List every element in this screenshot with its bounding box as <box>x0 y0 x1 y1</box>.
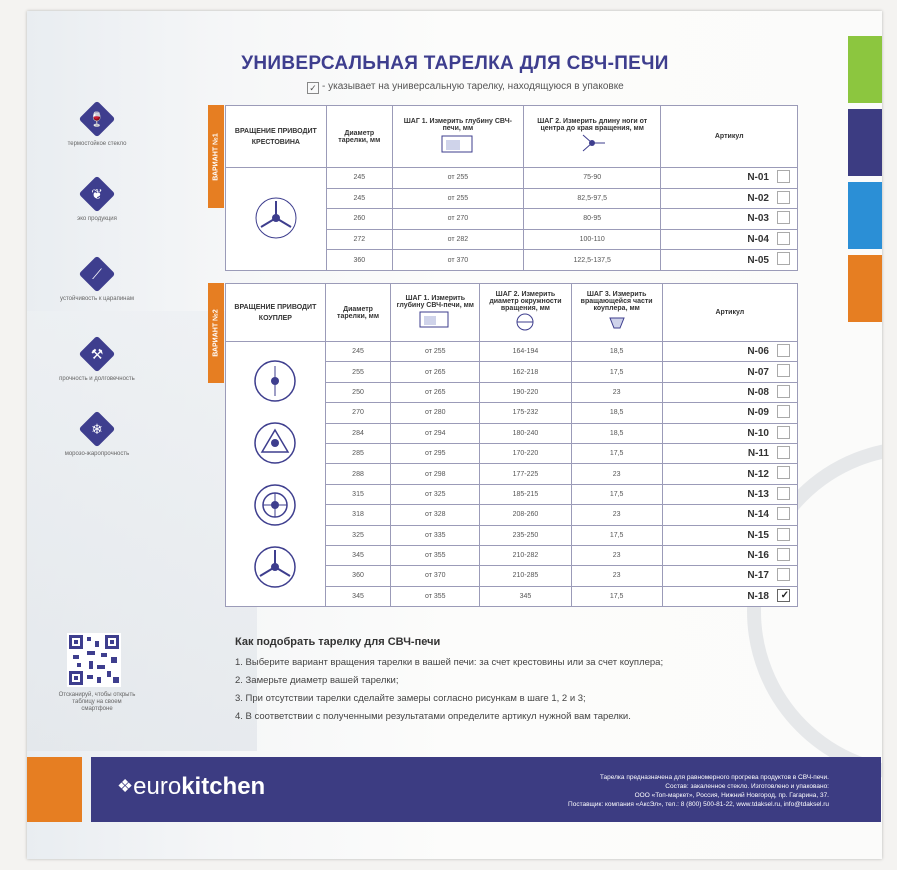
coupler-plate-icon <box>250 542 300 592</box>
blue-tab <box>848 182 882 249</box>
package-panel <box>27 11 882 859</box>
cell-step1: от 265 <box>391 382 480 402</box>
crosspiece-icon <box>251 193 301 243</box>
cell-step3: 23 <box>571 382 662 402</box>
rotation-circle-icon <box>510 312 540 332</box>
how-to-title: Как подобрать тарелку для СВЧ-печи <box>235 636 441 648</box>
cell-step3: 17,5 <box>571 586 662 606</box>
variant2-col-article: Артикул <box>662 284 797 342</box>
feature-label: термостойкое стекло <box>67 141 127 147</box>
article-code: N-06 <box>747 346 769 358</box>
cell-step3: 17,5 <box>571 525 662 545</box>
cell-step2: 164-194 <box>480 342 571 362</box>
hammer-icon: ⚒ <box>79 336 116 373</box>
how-to-step: 2. Замерьте диаметр вашей тарелки; <box>235 675 399 686</box>
brand-logo <box>117 773 265 801</box>
variant1-col-diameter: Диаметр тарелки, мм <box>326 106 392 168</box>
cell-article <box>662 505 797 525</box>
article-code: N-03 <box>747 213 769 225</box>
feature-item <box>57 416 137 458</box>
cell-step3: 23 <box>571 505 662 525</box>
how-to-step: 3. При отсутствии тарелки сделайте замеры согласно рисункам в шаге 1, 2 и 3; <box>235 693 586 704</box>
info-line: Тарелка предназначена для равномерного прогрева продуктов в СВЧ-печи. <box>599 774 829 781</box>
qr-code-icon <box>67 633 121 687</box>
cell-step1: от 328 <box>391 505 480 525</box>
page-title: УНИВЕРСАЛЬНАЯ ТАРЕЛКА ДЛЯ СВЧ-ПЕЧИ <box>241 53 669 74</box>
cell-article <box>662 525 797 545</box>
article-code: N-16 <box>747 550 769 562</box>
variant1-col-article: Артикул <box>661 106 798 168</box>
cell-diameter: 345 <box>325 545 390 565</box>
plate-illustration <box>226 168 327 271</box>
cell-diameter: 284 <box>325 423 390 443</box>
variant2-tab: ВАРИАНТ №2 <box>208 283 224 383</box>
article-code: N-05 <box>747 254 769 266</box>
cell-article <box>661 168 798 189</box>
cell-step1: от 265 <box>391 362 480 382</box>
article-code: N-11 <box>747 448 769 460</box>
purple-tab <box>848 109 882 176</box>
cell-article <box>661 188 798 209</box>
variant2-col-step2: ШАГ 2. Измерить диаметр окружности вращения, мм <box>480 284 571 342</box>
cell-step1: от 295 <box>391 443 480 463</box>
article-checkbox[interactable] <box>777 487 790 500</box>
feature-item <box>57 341 137 383</box>
cell-step3: 18,5 <box>571 342 662 362</box>
article-checkbox[interactable] <box>777 405 790 418</box>
cell-step1: от 370 <box>391 566 480 586</box>
oven-depth-icon <box>418 309 452 329</box>
variant2-title: ВРАЩЕНИЕ ПРИВОДИТ КОУПЛЕР <box>226 284 326 342</box>
cell-step3: 17,5 <box>571 484 662 504</box>
orange-corner-block <box>27 757 82 822</box>
article-code: N-15 <box>747 529 769 541</box>
cell-step2: 80-95 <box>523 209 661 230</box>
cell-article <box>661 250 798 271</box>
cell-step1: от 298 <box>391 464 480 484</box>
article-checkbox[interactable] <box>777 446 790 459</box>
feature-label: прочность и долговечность <box>59 376 135 382</box>
plate-illustration <box>226 342 326 607</box>
article-checkbox[interactable] <box>777 232 790 245</box>
cell-diameter: 245 <box>326 168 392 189</box>
cell-step1: от 355 <box>391 545 480 565</box>
cell-step2: 180-240 <box>480 423 571 443</box>
variant1-col-step2: ШАГ 2. Измерить длину ноги от центра до края вращения, мм <box>523 106 661 168</box>
cell-step3: 17,5 <box>571 362 662 382</box>
cell-step3: 23 <box>571 566 662 586</box>
variant2-table <box>225 283 798 607</box>
cell-step2: 162-218 <box>480 362 571 382</box>
cell-article <box>662 403 797 423</box>
feature-label: эко продукция <box>77 216 117 222</box>
article-code: N-07 <box>747 366 769 378</box>
article-code: N-14 <box>747 509 769 521</box>
feature-item <box>57 181 137 223</box>
coupler-plate-icon <box>250 480 300 530</box>
coupler-plate-icon <box>250 356 300 406</box>
table-row <box>226 342 798 362</box>
cell-step2: 100-110 <box>523 229 661 250</box>
cell-diameter: 360 <box>326 250 392 271</box>
article-code: N-10 <box>747 427 769 439</box>
article-code: N-18 <box>747 590 769 602</box>
article-checkbox[interactable] <box>777 191 790 204</box>
cell-step2: 177-225 <box>480 464 571 484</box>
cell-diameter: 272 <box>326 229 392 250</box>
variant2-col-step1: ШАГ 1. Измерить глубину СВЧ-печи, мм <box>391 284 480 342</box>
feature-label: устойчивость к царапинам <box>60 296 134 302</box>
article-checkbox[interactable] <box>777 507 790 520</box>
cell-step1: от 325 <box>391 484 480 504</box>
cell-step2: 185-215 <box>480 484 571 504</box>
cell-diameter: 325 <box>325 525 390 545</box>
cell-diameter: 315 <box>325 484 390 504</box>
coupler-plate-icon <box>250 418 300 468</box>
cell-step3: 18,5 <box>571 423 662 443</box>
cell-step2: 208-260 <box>480 505 571 525</box>
cell-step2: 210-282 <box>480 545 571 565</box>
leaf-icon: ❦ <box>79 176 116 213</box>
cell-diameter: 245 <box>325 342 390 362</box>
article-checkbox[interactable] <box>777 568 790 581</box>
coupler-icon <box>602 312 632 332</box>
cell-step2: 122,5-137,5 <box>523 250 661 271</box>
cell-article <box>662 423 797 443</box>
cell-step2: 170-220 <box>480 443 571 463</box>
cell-article <box>662 443 797 463</box>
cell-diameter: 260 <box>326 209 392 230</box>
orange-tab <box>848 255 882 322</box>
article-code: N-04 <box>747 234 769 246</box>
cross-leg-icon <box>577 132 607 154</box>
cell-diameter: 360 <box>325 566 390 586</box>
cell-diameter: 270 <box>325 403 390 423</box>
cell-step1: от 294 <box>391 423 480 443</box>
cell-article <box>661 229 798 250</box>
variant1-tab: ВАРИАНТ №1 <box>208 105 224 208</box>
feature-item <box>57 106 137 148</box>
how-to-step: 1. Выберите вариант вращения тарелки в вашей печи: за счет крестовины или за счет коуплера; <box>235 657 664 668</box>
cell-article <box>662 545 797 565</box>
cell-step2: 210-285 <box>480 566 571 586</box>
snowflake-sun-icon: ❄ <box>79 411 116 448</box>
cell-diameter: 245 <box>326 188 392 209</box>
glass-icon: 🍷 <box>79 101 116 138</box>
article-checkbox[interactable] <box>777 548 790 561</box>
cell-article <box>662 342 797 362</box>
cell-step1: от 270 <box>392 209 523 230</box>
cell-article <box>662 586 797 606</box>
article-checkbox[interactable] <box>777 344 790 357</box>
variant1-table <box>225 105 798 271</box>
cell-step3: 23 <box>571 464 662 484</box>
qr-caption: Отсканируй, чтобы открыть таблицу на своем смартфоне <box>58 692 136 712</box>
cell-step2: 345 <box>480 586 571 606</box>
article-checkbox[interactable] <box>777 170 790 183</box>
cell-article <box>662 484 797 504</box>
cell-step1: от 335 <box>391 525 480 545</box>
cell-step1: от 255 <box>392 168 523 189</box>
cell-step1: от 280 <box>391 403 480 423</box>
cell-step3: 18,5 <box>571 403 662 423</box>
check-icon: ✓ <box>780 589 789 601</box>
check-icon: ✓ <box>307 82 319 94</box>
article-code: N-13 <box>747 488 769 500</box>
article-code: N-09 <box>747 407 769 419</box>
cell-step2: 235-250 <box>480 525 571 545</box>
info-line: Состав: закаленное стекло. Изготовлено и упаковано: <box>665 783 829 790</box>
cell-article <box>662 362 797 382</box>
cell-diameter: 255 <box>325 362 390 382</box>
cell-article <box>662 566 797 586</box>
variant2-col-diameter: Диаметр тарелки, мм <box>325 284 390 342</box>
article-checkbox[interactable] <box>777 528 790 541</box>
cell-step1: от 255 <box>392 188 523 209</box>
cell-diameter: 285 <box>325 443 390 463</box>
cell-step1: от 370 <box>392 250 523 271</box>
cell-step1: от 282 <box>392 229 523 250</box>
knife-icon: ⟋ <box>79 256 116 293</box>
cell-step2: 82,5-97,5 <box>523 188 661 209</box>
article-code: N-08 <box>747 386 769 398</box>
article-code: N-17 <box>747 570 769 582</box>
article-checkbox[interactable] <box>777 466 790 479</box>
cell-diameter: 318 <box>325 505 390 525</box>
feature-item <box>57 261 137 303</box>
cell-step1: от 255 <box>391 342 480 362</box>
green-tab <box>848 36 882 103</box>
oven-depth-icon <box>438 132 478 154</box>
cell-diameter: 250 <box>325 382 390 402</box>
cell-diameter: 345 <box>325 586 390 606</box>
how-to-step: 4. В соответствии с полученными результатами определите артикул нужной вам тарелки. <box>235 711 631 722</box>
article-code: N-02 <box>747 192 769 204</box>
cell-step1: от 355 <box>391 586 480 606</box>
table-row <box>226 168 798 189</box>
qr-code[interactable] <box>67 633 121 687</box>
article-checkbox[interactable] <box>777 385 790 398</box>
article-checkbox[interactable] <box>777 211 790 224</box>
info-line: ООО «Топ-маркет», Россия, Нижний Новгород, пр. Гагарина, 37. <box>634 792 829 799</box>
cell-article <box>662 382 797 402</box>
variant1-col-step1: ШАГ 1. Измерить глубину СВЧ-печи, мм <box>392 106 523 168</box>
article-checkbox[interactable] <box>777 252 790 265</box>
cell-step3: 17,5 <box>571 443 662 463</box>
cell-step2: 190-220 <box>480 382 571 402</box>
article-checkbox[interactable] <box>777 426 790 439</box>
how-to-section <box>235 636 663 729</box>
brand-part1: euro <box>133 773 182 800</box>
product-info <box>547 773 829 809</box>
variant1-title: ВРАЩЕНИЕ ПРИВОДИТ КРЕСТОВИНА <box>226 106 327 168</box>
article-code: N-12 <box>747 468 769 480</box>
logo-diamond-icon: ❖ <box>117 776 134 796</box>
article-checkbox[interactable] <box>777 589 790 602</box>
cell-step2: 75-90 <box>523 168 661 189</box>
variant2-col-step3: ШАГ 3. Измерить вращающейся части коуплера, мм <box>571 284 662 342</box>
article-code: N-01 <box>747 172 769 184</box>
cell-step2: 175-232 <box>480 403 571 423</box>
cell-article <box>661 209 798 230</box>
subtitle-text: - указывает на универсальную тарелку, находящуюся в упаковке <box>322 81 624 92</box>
cell-diameter: 288 <box>325 464 390 484</box>
feature-label: морозо-жаропрочность <box>64 451 130 457</box>
cell-article <box>662 464 797 484</box>
cell-step3: 23 <box>571 545 662 565</box>
brand-part2: kitchen <box>181 773 266 800</box>
article-checkbox[interactable] <box>777 364 790 377</box>
subtitle <box>307 81 624 94</box>
info-line: Поставщик: компания «АксЭл», тел.: 8 (800) 500-81-22, www.tdaksel.ru, info@tdaksel.ru <box>568 801 829 808</box>
